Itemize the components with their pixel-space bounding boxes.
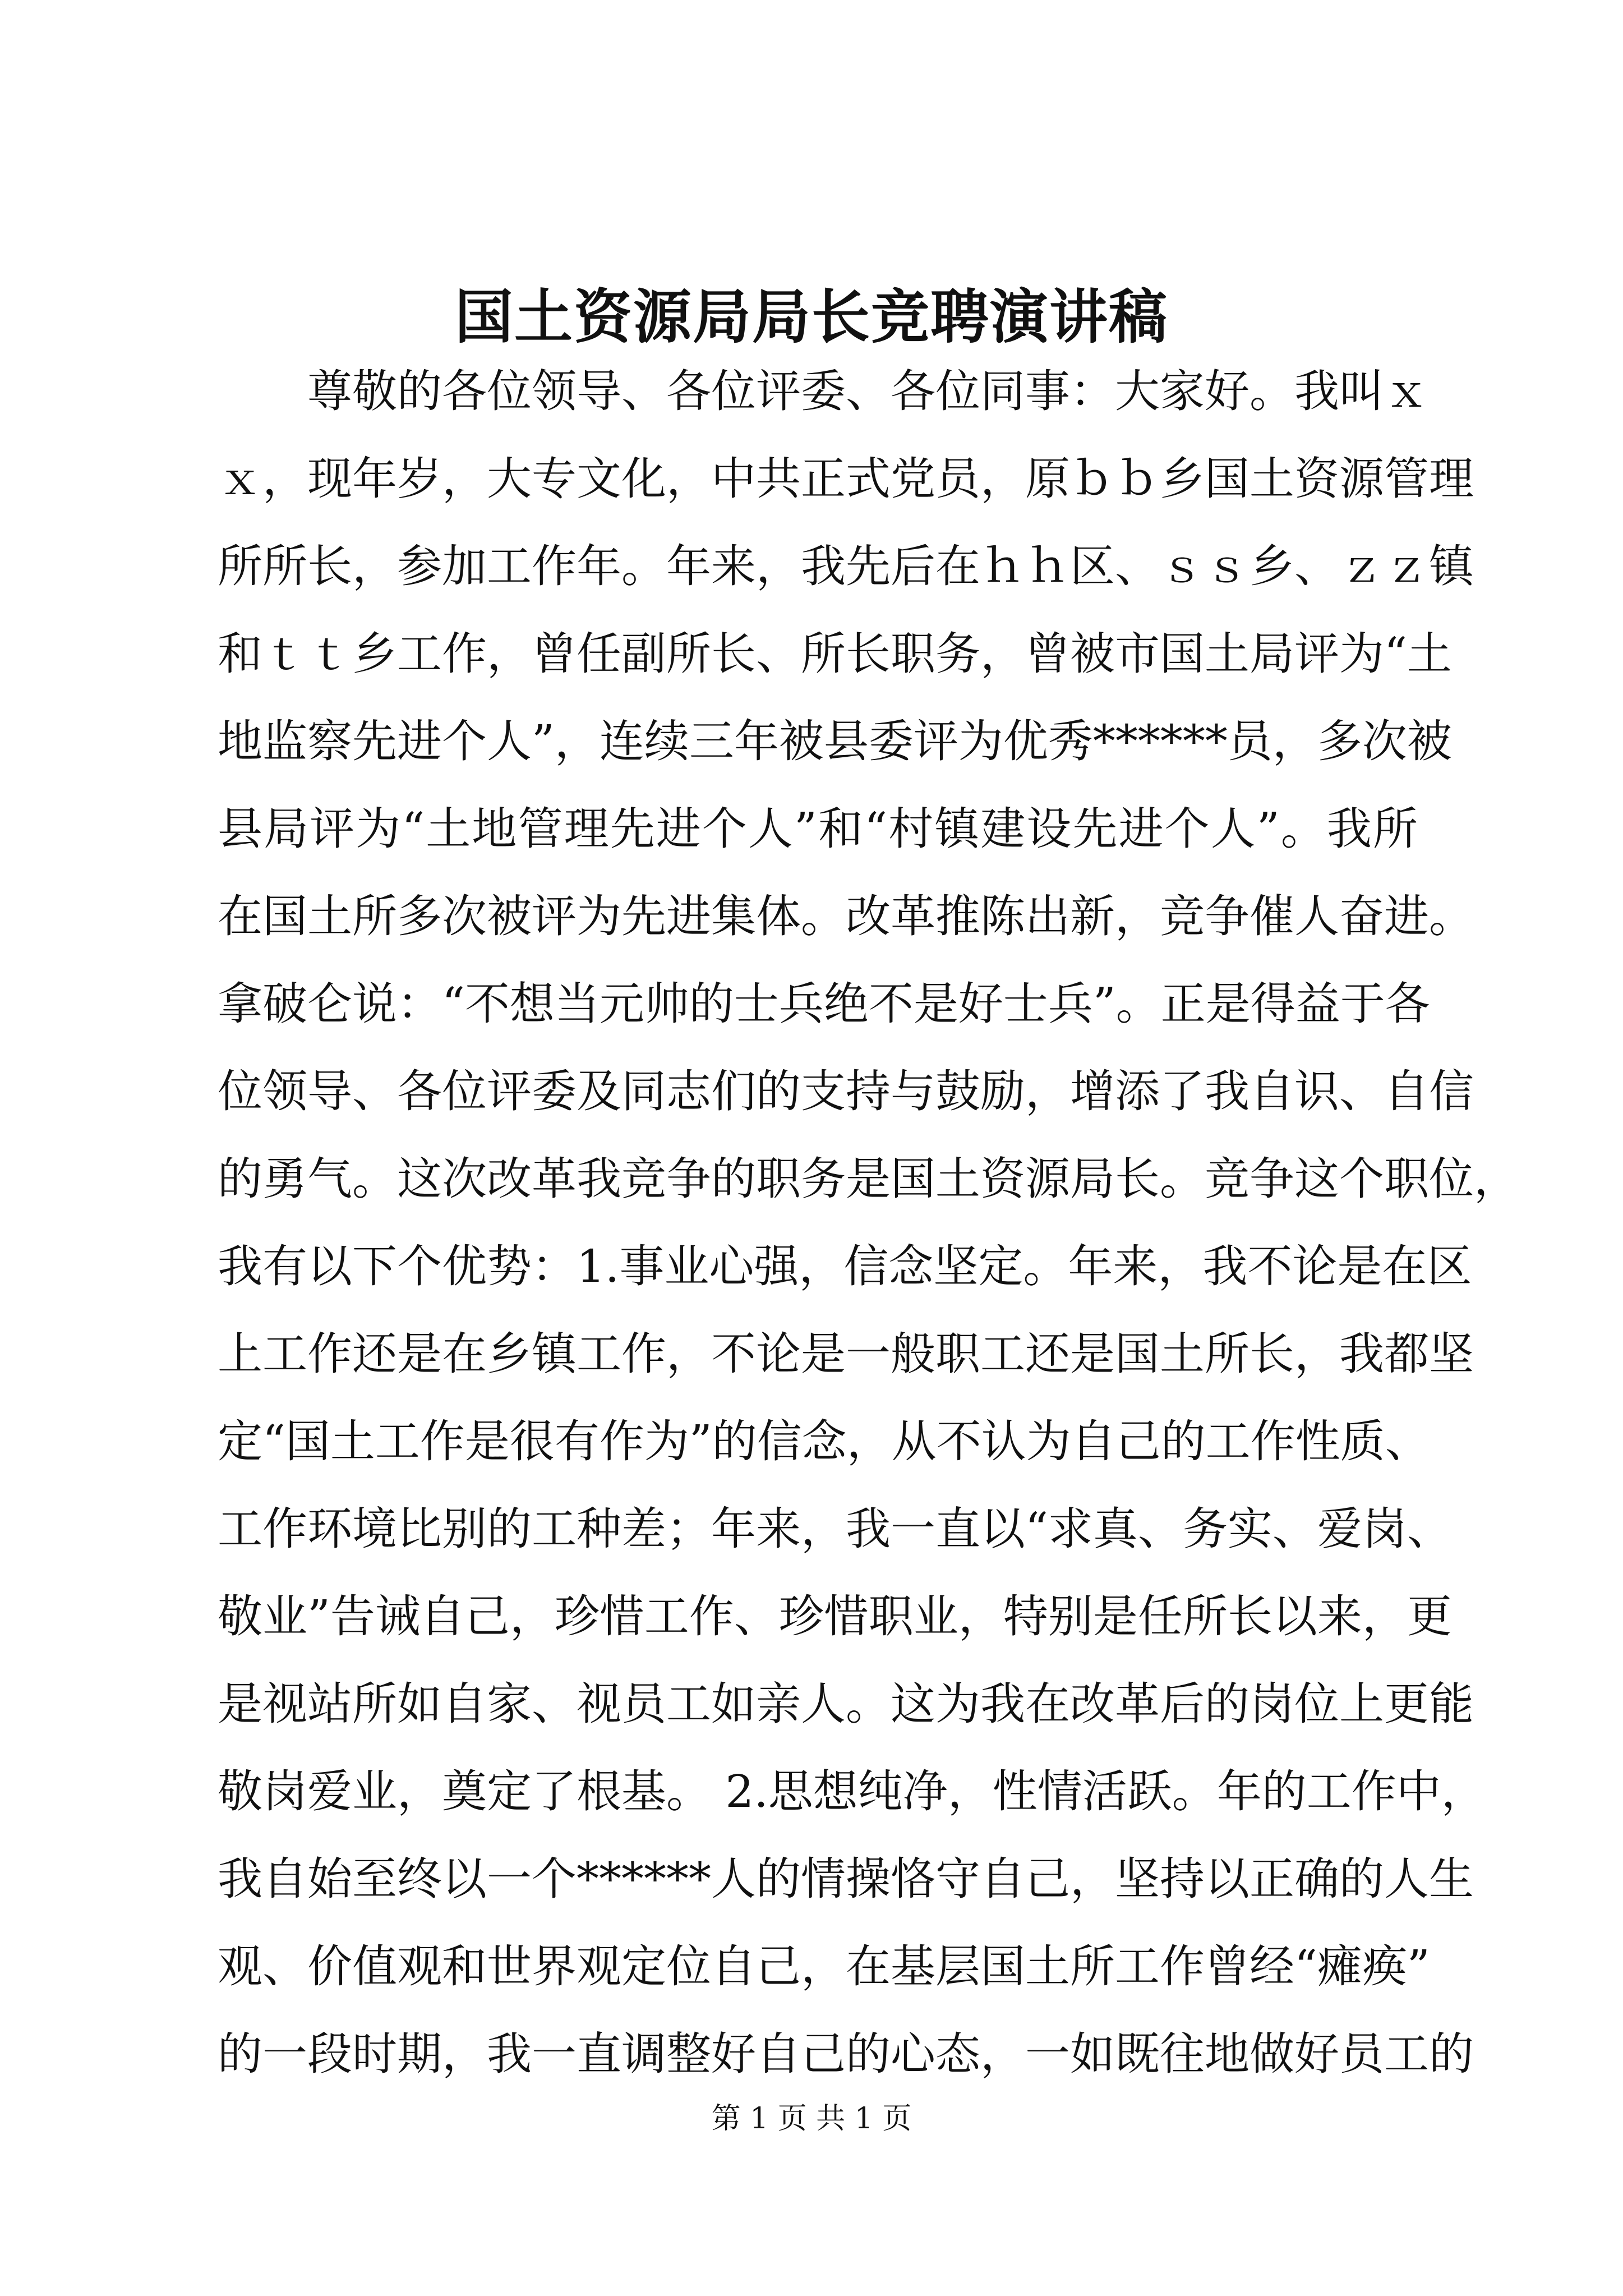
body-line: 县局评为“土地管理先进个人”和“村镇建设先进个人”。我所 [218,803,1418,855]
body-line: 的一段时期，我一直调整好自己的心态，一如既往地做好员工的 [218,2028,1474,2080]
document-body [218,348,1519,2098]
body-line: 工作环境比别的工种差；年来，我一直以“求真、务实、爱岗、 [218,1503,1452,1555]
body-line: 定“国土工作是很有作为”的信念，从不认为自己的工作性质、 [218,1415,1430,1467]
body-line: 所所长，参加工作年。年来，我先后在ｈｈ区、ｓｓ乡、ｚｚ镇 [218,540,1474,592]
body-line: 我自始至终以一个******人的情操恪守自己，坚持以正确的人生 [218,1853,1474,1905]
document-title: 国土资源局局长竞聘演讲稿 [454,282,1168,351]
body-line: 地监察先进个人”，连续三年被县委评为优秀******员，多次被 [218,715,1452,767]
body-line: ｘ，现年岁，大专文化，中共正式党员，原ｂｂ乡国土资源管理 [218,453,1474,505]
body-line: 上工作还是在乡镇工作，不论是一般职工还是国土所长，我都坚 [218,1328,1474,1380]
page-footer: 第 1 页 共 1 页 [711,2102,912,2136]
body-line: 敬岗爱业，奠定了根基。 2.思想纯净，性情活跃。年的工作中， [218,1765,1486,1818]
body-line: 位领导、各位评委及同志们的支持与鼓励，增添了我自识、自信 [218,1065,1474,1117]
body-line: 我有以下个优势：1.事业心强，信念坚定。年来，我不论是在区 [218,1240,1472,1292]
body-line: 和ｔｔ乡工作，曾任副所长、所长职务，曾被市国土局评为“土 [218,628,1452,680]
body-line: 拿破仑说：“不想当元帅的士兵绝不是好士兵”。正是得益于各 [218,978,1430,1030]
body-line: 观、价值观和世界观定位自己，在基层国土所工作曾经“瘫痪” [218,1940,1430,1993]
body-line: 是视站所如自家、视员工如亲人。这为我在改革后的岗位上更能 [218,1678,1474,1730]
body-line: 尊敬的各位领导、各位评委、各位同事：大家好。我叫ｘ [307,365,1429,417]
body-line: 敬业”告诫自己，珍惜工作、珍惜职业，特别是任所长以来，更 [218,1590,1452,1642]
body-line: 的勇气。这次改革我竞争的职务是国土资源局长。竞争这个职位， [218,1153,1519,1205]
body-line: 在国土所多次被评为先进集体。改革推陈出新，竞争催人奋进。 [218,890,1474,942]
